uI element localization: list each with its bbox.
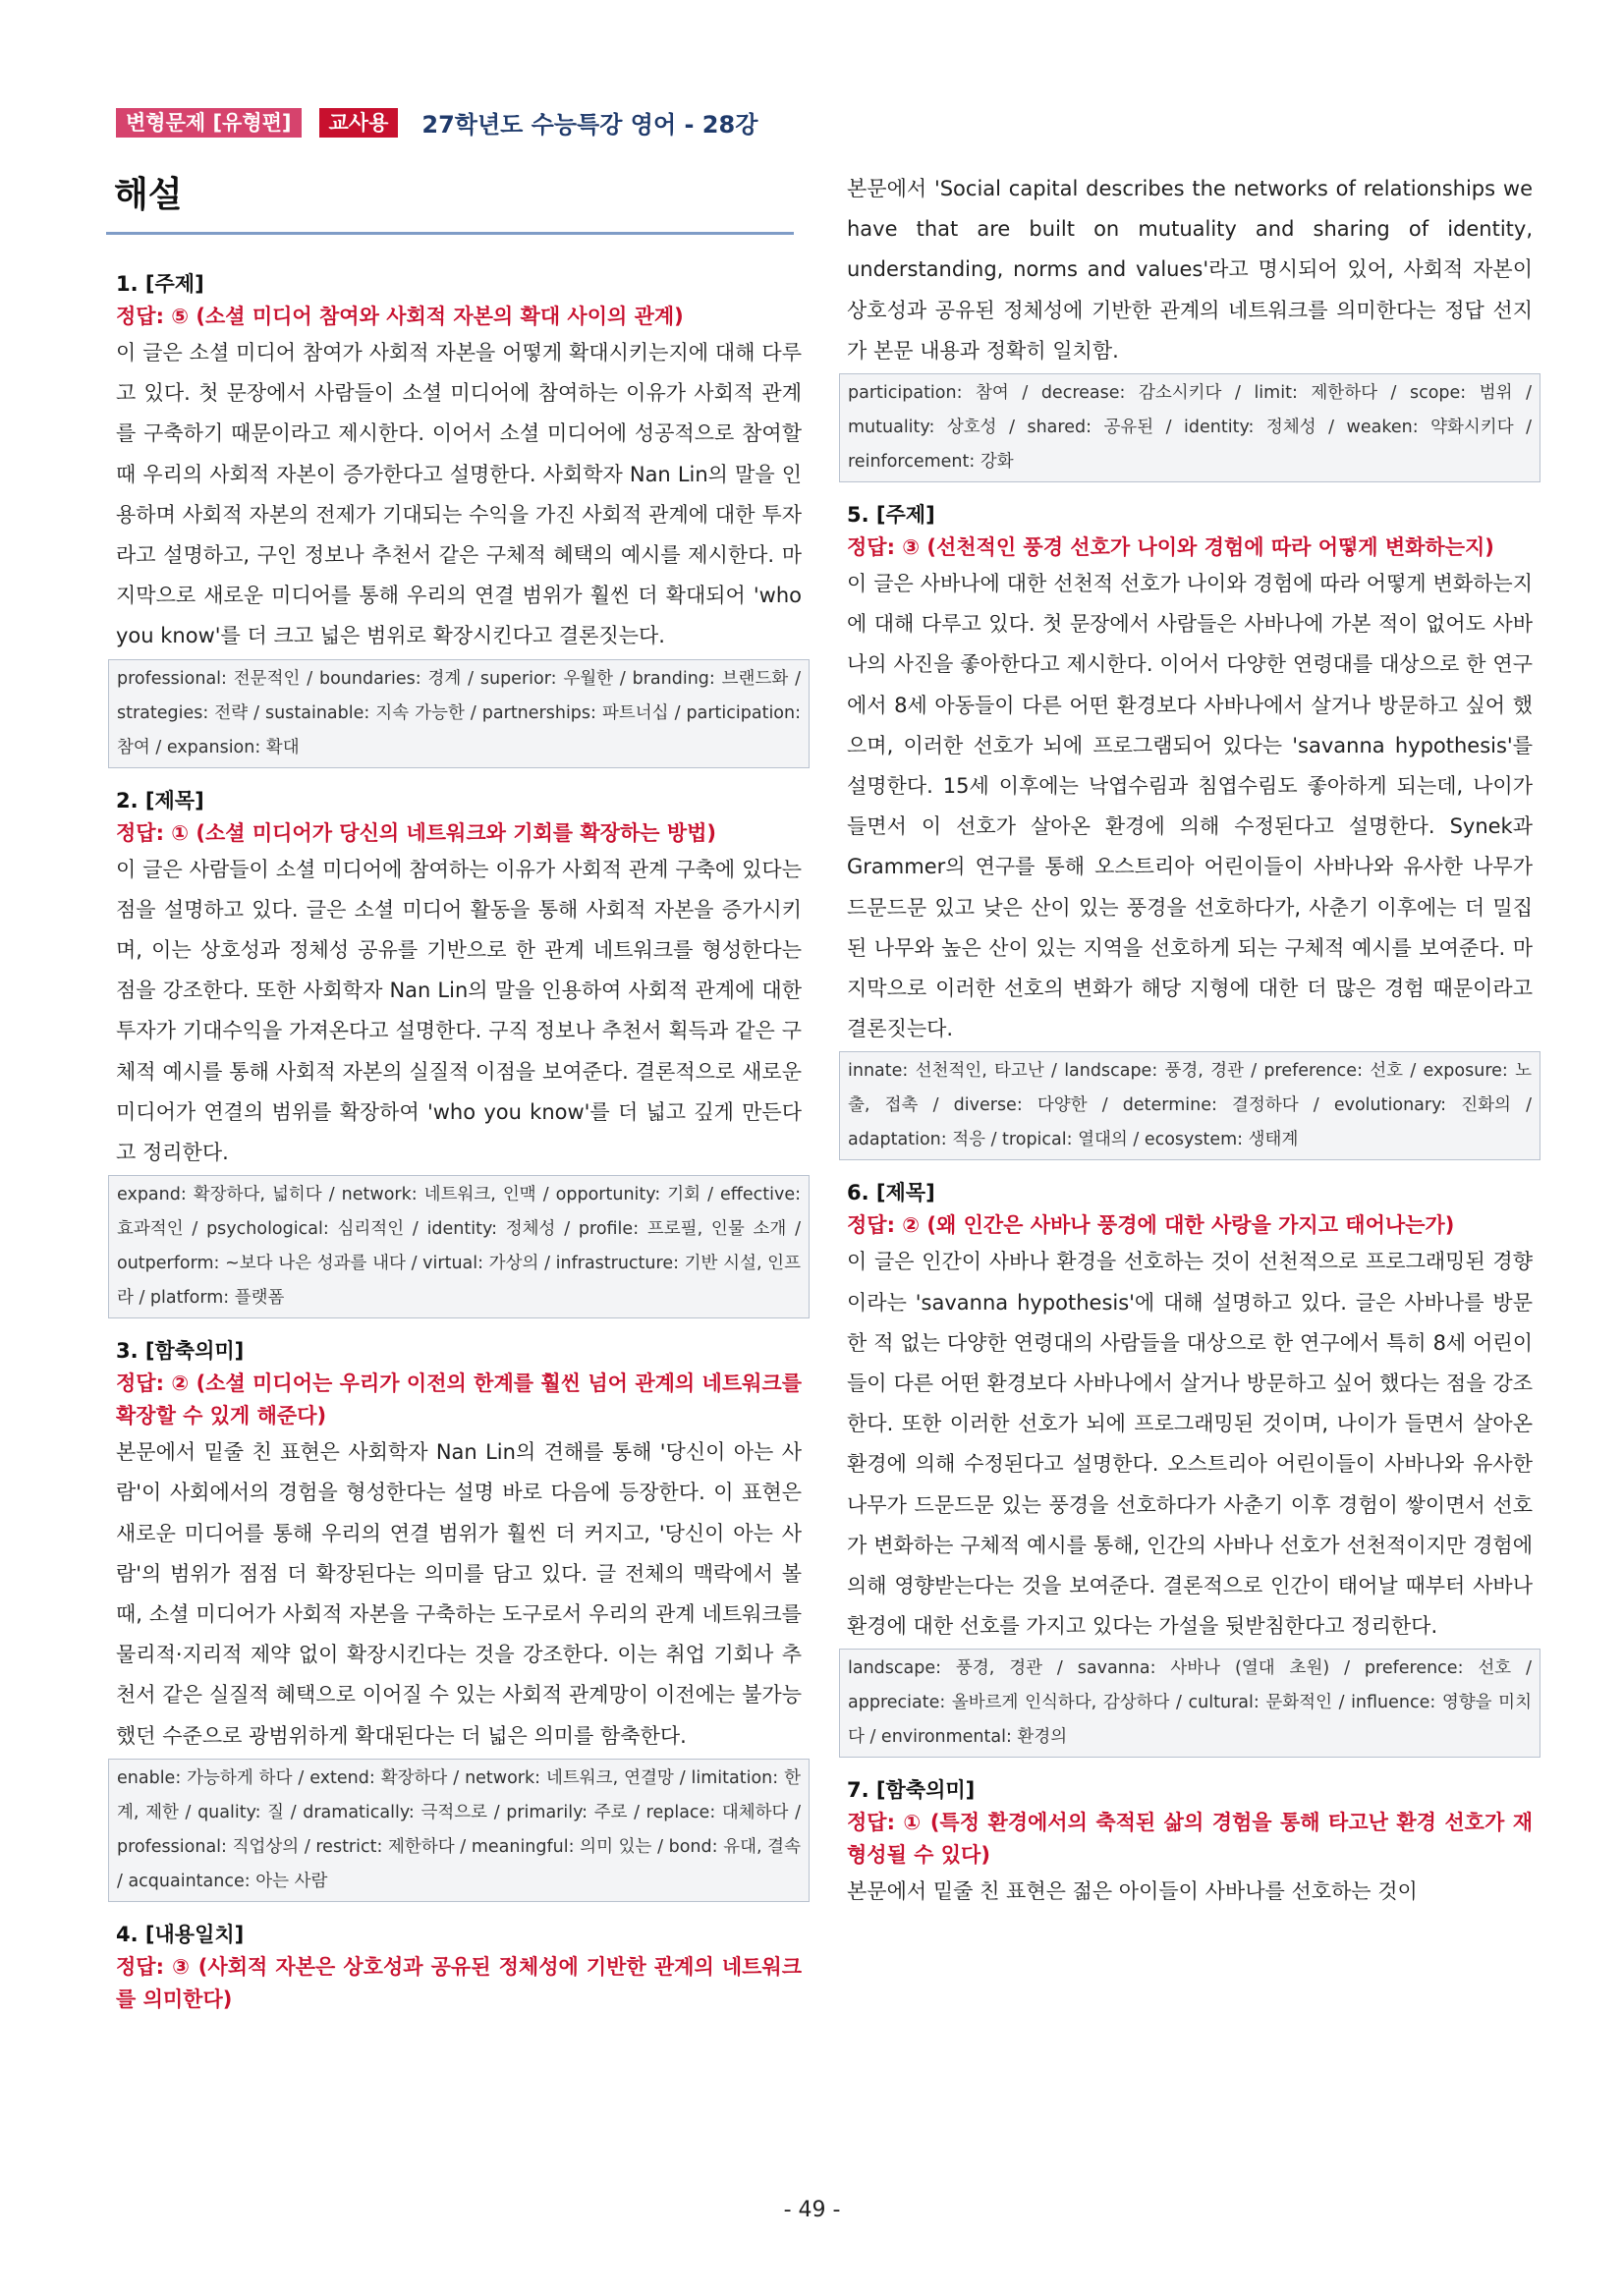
question-1-answer: 정답: ⑤ (소셜 미디어 참여와 사회적 자본의 확대 사이의 관계) <box>116 305 684 328</box>
question-5 <box>847 498 1533 1160</box>
question-4-explanation: 본문에서 'Social capital describes the networks of relationships we have that are built on mutuality and sharing of identity, understanding, norms and values'라고 명시되어 있어, 사회적 자본이 상호성과 공유된 정체성에 기반한 관계의 네트워크를 의미한다는 정답 선지가 본문 내용과 정확히 일치함. <box>847 177 1533 363</box>
left-column <box>116 252 802 2016</box>
question-1-explanation: 이 글은 소셜 미디어 참여가 사회적 자본을 어떻게 확대시키는지에 대해 다루고 있다. 첫 문장에서 사람들이 소셜 미디어에 참여하는 이유가 사회적 관계를 구축하기 때문이라고 제시한다. 이어서 소셜 미디어에 성공적으로 참여할 때 우리의 사회적 자본이 증가한다고 설명한다. 사회학자 Nan Lin의 말을 인용하며 사회적 자본의 전제가 기대되는 수익을 가진 사회적 관계에 대한 투자라고 설명하고, 구인 정보나 추천서 같은 구체적 혜택의 예시를 제시한다. 마지막으로 새로운 미디어를 통해 우리의 연결 범위가 훨씬 더 확대되어 'who you know'를 더 크고 넓은 범위로 확장시킨다고 결론짓는다. <box>116 341 802 648</box>
question-6-heading: 6. [제목] <box>847 1181 935 1205</box>
question-4-heading: 4. [내용일치] <box>116 1922 245 1946</box>
question-7-explanation: 본문에서 밑줄 친 표현은 젊은 아이들이 사바나를 선호하는 것이 <box>847 1879 1418 1904</box>
question-3-explanation: 본문에서 밑줄 친 표현은 사회학자 Nan Lin의 견해를 통해 '당신이 아는 사람'이 사회에서의 경험을 형성한다는 설명 바로 다음에 등장한다. 이 표현은 새로운 미디어를 통해 우리의 연결 범위가 훨씬 더 커지고, '당신이 아는 사람'의 범위가 점점 더 확장된다는 의미를 담고 있다. 글 전체의 맥락에서 볼 때, 소셜 미디어가 사회적 자본을 구축하는 도구로서 우리의 관계 네트워크를 물리적·지리적 제약 없이 확장시킨다는 것을 강조한다. 이는 취업 기회나 추천서 같은 실질적 혜택으로 이어질 수 있는 사회적 관계망이 이전에는 불가능했던 수준으로 광범위하게 확대된다는 더 넓은 의미를 함축한다. <box>116 1440 802 1748</box>
question-2-answer: 정답: ① (소셜 미디어가 당신의 네트워크와 기회를 확장하는 방법) <box>116 820 717 845</box>
question-2-explanation: 이 글은 사람들이 소셜 미디어에 참여하는 이유가 사회적 관계 구축에 있다는 점을 설명하고 있다. 글은 소셜 미디어 활동을 통해 사회적 자본을 증가시키며, 이는 상호성과 정체성 공유를 기반으로 한 관계 네트워크를 형성한다는 점을 강조한다. 또한 사회학자 Nan Lin의 말을 인용하여 사회적 관계에 대한 투자가 기대수익을 가져온다고 설명한다. 구직 정보나 추천서 획득과 같은 구체적 예시를 통해 사회적 자본의 실질적 이점을 보여준다. 결론적으로 새로운 미디어가 연결의 범위를 확장하여 'who you know'를 더 넓고 깊게 만든다고 정리한다. <box>116 857 802 1165</box>
question-4-answer: 정답: ③ (사회적 자본은 상호성과 공유된 정체성에 기반한 관계의 네트워크를 의미한다) <box>116 1954 802 2011</box>
question-2-heading: 2. [제목] <box>116 788 204 812</box>
right-column <box>847 169 1533 1913</box>
question-1 <box>116 267 802 768</box>
header-tag-variant: 변형문제 [유형편] <box>116 108 302 138</box>
section-title: 해설 <box>114 175 183 215</box>
question-7-heading: 7. [함축의미] <box>847 1778 976 1803</box>
header-title: 27학년도 수능특강 영어 - 28강 <box>421 111 758 139</box>
question-6 <box>847 1176 1533 1758</box>
question-3-answer: 정답: ② (소셜 미디어는 우리가 이전의 한계를 훨씬 넘어 관계의 네트워크를 확장할 수 있게 해준다) <box>116 1372 802 1428</box>
question-6-answer: 정답: ② (왜 인간은 사바나 풍경에 대한 사랑을 가지고 태어나는가) <box>847 1213 1455 1238</box>
page-number: - 49 - <box>783 2198 841 2222</box>
question-3-vocab: enable: 가능하게 하다 / extend: 확장하다 / network: 네트워크, 연결망 / limitation: 한계, 제한 / quality: 질 / dramatically: 극적으로 / primarily: 주로 / replace: 대체하다 / professional: 직업상의 / restrict: 제한하다 / meaningful: 의미 있는 / bond: 유대, 결속 / acquaintance: 아는 사람 <box>108 1759 810 1902</box>
question-4-continued <box>847 169 1533 482</box>
question-6-explanation: 이 글은 인간이 사바나 환경을 선호하는 것이 선천적으로 프로그래밍된 경향이라는 'savanna hypothesis'에 대해 설명하고 있다. 글은 사바나를 방문한 적 없는 다양한 연령대의 사람들을 대상으로 한 연구에서 특히 8세 어린이들이 다른 어떤 환경보다 사바나에서 살거나 방문하고 싶어 했다는 점을 강조한다. 또한 이러한 선호가 뇌에 프로그래밍된 것이며, 나이가 들면서 살아온 환경에 의해 수정된다고 설명한다. 오스트리아 어린이들이 사바나와 유사한 나무가 드문드문 있는 풍경을 선호하다가 사춘기 이후 경험이 쌓이면서 선호가 변화하는 구체적 예시를 통해, 인간의 사바나 선호가 선천적이지만 경험에 의해 영향받는다는 것을 보여준다. 결론적으로 인간이 태어날 때부터 사바나 환경에 대한 선호를 가지고 있다는 가설을 뒷받침한다고 정리한다. <box>847 1250 1533 1639</box>
question-1-vocab: professional: 전문적인 / boundaries: 경계 / superior: 우월한 / branding: 브랜드화 / strategies: 전략 / sustainable: 지속 가능한 / partnerships: 파트너십 / participation: 참여 / expansion: 확대 <box>108 659 810 768</box>
question-4-vocab: participation: 참여 / decrease: 감소시키다 / limit: 제한하다 / scope: 범위 / mutuality: 상호성 / shared: 공유된 / identity: 정체성 / weaken: 약화시키다 / reinforcement: 강화 <box>839 373 1540 482</box>
page-header <box>116 105 757 140</box>
question-5-explanation: 이 글은 사바나에 대한 선천적 선호가 나이와 경험에 따라 어떻게 변화하는지에 대해 다루고 있다. 첫 문장에서 사람들은 사바나에 가본 적이 없어도 사바나의 사진을 좋아한다고 제시한다. 이어서 다양한 연령대를 대상으로 한 연구에서 8세 아동들이 다른 어떤 환경보다 사바나에서 살거나 방문하고 싶어 했으며, 이러한 선호가 뇌에 프로그램되어 있다는 'savanna hypothesis'를 설명한다. 15세 이후에는 낙엽수림과 침엽수림도 좋아하게 되는데, 나이가 들면서 이 선호가 살아온 환경에 의해 수정된다고 설명한다. Synek과 Grammer의 연구를 통해 오스트리아 어린이들이 사바나와 유사한 나무가 드문드문 있고 낮은 산이 있는 풍경을 선호하다가, 사춘기 이후에는 더 밀집된 나무와 높은 산이 있는 지역을 선호하게 되는 구체적 예시를 보여준다. 마지막으로 이러한 선호의 변화가 해당 지형에 대한 더 많은 경험 때문이라고 결론짓는다. <box>847 572 1533 1041</box>
question-5-vocab: innate: 선천적인, 타고난 / landscape: 풍경, 경관 / preference: 선호 / exposure: 노출, 접촉 / diverse: 다양한 / determine: 결정하다 / evolutionary: 진화의 / adaptation: 적응 / tropical: 열대의 / ecosystem: 생태계 <box>839 1051 1540 1160</box>
question-3-heading: 3. [함축의미] <box>116 1339 245 1364</box>
question-6-vocab: landscape: 풍경, 경관 / savanna: 사바나 (열대 초원) / preference: 선호 / appreciate: 올바르게 인식하다, 감상하다 / cultural: 문화적인 / influence: 영향을 미치다 / environmental: 환경의 <box>839 1649 1540 1758</box>
question-7 <box>847 1773 1533 1912</box>
title-divider <box>106 232 794 235</box>
question-1-heading: 1. [주제] <box>116 272 204 296</box>
question-3 <box>116 1334 802 1902</box>
question-2-vocab: expand: 확장하다, 넓히다 / network: 네트워크, 인맥 / opportunity: 기회 / effective: 효과적인 / psychological: 심리적인 / identity: 정체성 / profile: 프로필, 인물 소개 / outperform: ~보다 나은 성과를 내다 / virtual: 가상의 / infrastructure: 기반 시설, 인프라 / platform: 플랫폼 <box>108 1175 810 1318</box>
question-4 <box>116 1918 802 2016</box>
header-tag-teacher: 교사용 <box>319 108 399 138</box>
question-7-answer: 정답: ① (특정 환경에서의 축적된 삶의 경험을 통해 타고난 환경 선호가 재형성될 수 있다) <box>847 1811 1533 1868</box>
question-5-answer: 정답: ③ (선천적인 풍경 선호가 나이와 경험에 따라 어떻게 변화하는지) <box>847 535 1494 560</box>
question-2 <box>116 784 802 1319</box>
question-5-heading: 5. [주제] <box>847 503 935 528</box>
